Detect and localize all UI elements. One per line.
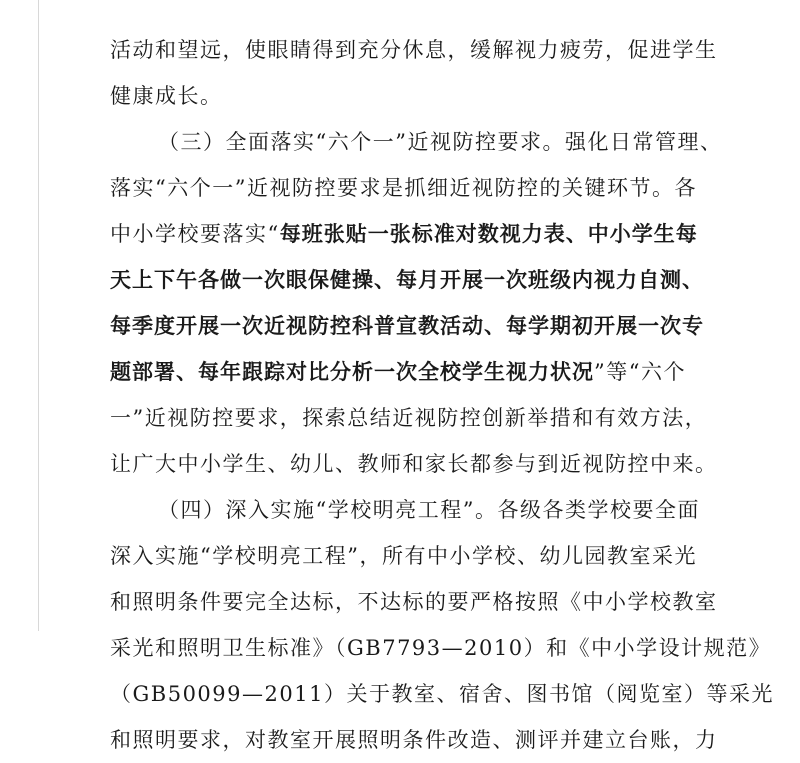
text-line: （GB50099—2011）关于教室、宿舍、图书馆（阅览室）等采光 (110, 682, 774, 706)
bold-text: 每班张贴一张标准对数视力表、中小学生每 (279, 222, 698, 246)
bold-text-line: 每季度开展一次近视防控科普宣教活动、每学期初开展一次专 (110, 314, 704, 338)
text-line: 和照明要求，对教室开展照明条件改造、测评并建立台账，力 (110, 728, 718, 752)
text-line-mixed (110, 349, 690, 395)
bold-text-line: 天上下午各做一次眼保健操、每月开展一次班级内视力自测、 (110, 268, 704, 292)
paragraph-six-ones (110, 119, 723, 487)
plain-text: ”等“六个 (594, 360, 686, 384)
section-heading-line: （三）全面落实“六个一”近视防控要求。强化日常管理、 (158, 130, 723, 154)
page-margin-rule (38, 0, 39, 631)
text-line: 采光和照明卫生标准》（GB7793—2010）和《中小学设计规范》 (110, 636, 772, 660)
paragraph-eyesight-rest (110, 27, 718, 119)
text-line: 一”近视防控要求，探索总结近视防控创新举措和有效方法， (110, 406, 708, 430)
text-line: 健康成长。 (110, 84, 223, 108)
bold-text: 题部署、每年跟踪对比分析一次全校学生视力状况 (110, 360, 594, 384)
text-line: 深入实施“学校明亮工程”，所有中小学校、幼儿园教室采光 (110, 544, 697, 568)
paragraph-bright-school (110, 487, 774, 763)
text-line: 和照明条件要完全达标，不达标的要严格按照《中小学校教室 (110, 590, 718, 614)
text-line: 落实“六个一”近视防控要求是抓细近视防控的关键环节。各 (110, 176, 697, 200)
text-line-mixed (110, 211, 698, 257)
text-line: 让广大中小学生、幼儿、教师和家长都参与到近视防控中来。 (110, 452, 718, 476)
section-heading-line: （四）深入实施“学校明亮工程”。各级各类学校要全面 (158, 498, 700, 522)
text-line: 活动和望远，使眼睛得到充分休息，缓解视力疲劳，促进学生 (110, 38, 718, 62)
plain-text: 中小学校要落实“ (110, 222, 280, 246)
document-body (110, 27, 774, 763)
